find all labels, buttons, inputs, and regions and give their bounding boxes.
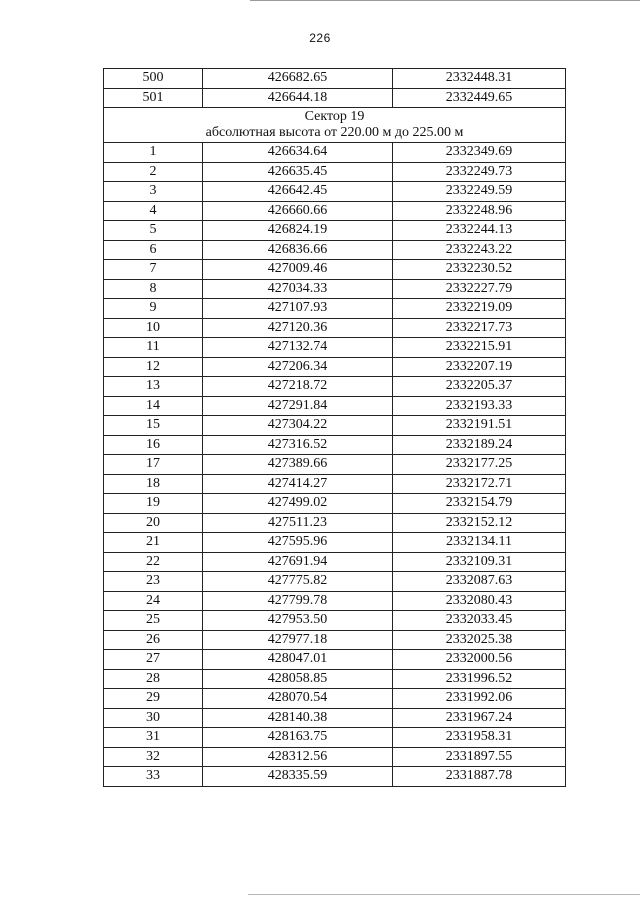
- point-number: 10: [104, 318, 203, 338]
- table-row: [104, 708, 566, 728]
- coordinates-table: [103, 68, 566, 787]
- x-coordinate: 427953.50: [203, 611, 393, 631]
- point-number: 29: [104, 689, 203, 709]
- y-coordinate: 2332207.19: [393, 357, 566, 377]
- y-coordinate: 2332205.37: [393, 377, 566, 397]
- y-coordinate: 2332191.51: [393, 416, 566, 436]
- table-row: [104, 455, 566, 475]
- point-number: 12: [104, 357, 203, 377]
- y-coordinate: 2332154.79: [393, 494, 566, 514]
- table-row: [104, 221, 566, 241]
- point-number: 17: [104, 455, 203, 475]
- point-number: 5: [104, 221, 203, 241]
- table-row: [104, 650, 566, 670]
- x-coordinate: 428312.56: [203, 747, 393, 767]
- point-number: 2: [104, 162, 203, 182]
- point-number: 32: [104, 747, 203, 767]
- table-row: [104, 318, 566, 338]
- table-row: [104, 357, 566, 377]
- y-coordinate: 2332033.45: [393, 611, 566, 631]
- y-coordinate: 2332219.09: [393, 299, 566, 319]
- y-coordinate: 2331958.31: [393, 728, 566, 748]
- point-number: 16: [104, 435, 203, 455]
- page-number: 226: [309, 31, 331, 45]
- y-coordinate: 2332248.96: [393, 201, 566, 221]
- x-coordinate: 427120.36: [203, 318, 393, 338]
- x-coordinate: 426836.66: [203, 240, 393, 260]
- y-coordinate: 2331887.78: [393, 767, 566, 787]
- scan-edge-bottom: [248, 894, 640, 895]
- point-number: 22: [104, 552, 203, 572]
- x-coordinate: 426634.64: [203, 143, 393, 163]
- x-coordinate: 427132.74: [203, 338, 393, 358]
- x-coordinate: 427499.02: [203, 494, 393, 514]
- x-coordinate: 426660.66: [203, 201, 393, 221]
- y-coordinate: 2331967.24: [393, 708, 566, 728]
- y-coordinate: 2332217.73: [393, 318, 566, 338]
- x-coordinate: 428163.75: [203, 728, 393, 748]
- y-coordinate: 2332448.31: [393, 69, 566, 89]
- y-coordinate: 2332230.52: [393, 260, 566, 280]
- point-number: 4: [104, 201, 203, 221]
- table-row: [104, 747, 566, 767]
- sector-header-row: [104, 108, 566, 143]
- table-row: [104, 377, 566, 397]
- table-row: [104, 513, 566, 533]
- x-coordinate: 428047.01: [203, 650, 393, 670]
- table-row: [104, 299, 566, 319]
- y-coordinate: 2332177.25: [393, 455, 566, 475]
- x-coordinate: 427218.72: [203, 377, 393, 397]
- point-number: 21: [104, 533, 203, 553]
- point-number: 500: [104, 69, 203, 89]
- point-number: 25: [104, 611, 203, 631]
- sector-header: [104, 108, 566, 143]
- x-coordinate: 428335.59: [203, 767, 393, 787]
- point-number: 13: [104, 377, 203, 397]
- table-row: [104, 162, 566, 182]
- y-coordinate: 2332449.65: [393, 88, 566, 108]
- point-number: 15: [104, 416, 203, 436]
- table-row: [104, 182, 566, 202]
- y-coordinate: 2332109.31: [393, 552, 566, 572]
- x-coordinate: 426642.45: [203, 182, 393, 202]
- point-number: 28: [104, 669, 203, 689]
- point-number: 501: [104, 88, 203, 108]
- point-number: 14: [104, 396, 203, 416]
- y-coordinate: 2332189.24: [393, 435, 566, 455]
- x-coordinate: 427977.18: [203, 630, 393, 650]
- x-coordinate: 427799.78: [203, 591, 393, 611]
- table-row: [104, 689, 566, 709]
- point-number: 8: [104, 279, 203, 299]
- table-row: [104, 143, 566, 163]
- table-row: [104, 201, 566, 221]
- point-number: 26: [104, 630, 203, 650]
- point-number: 7: [104, 260, 203, 280]
- table-row: [104, 494, 566, 514]
- y-coordinate: 2332193.33: [393, 396, 566, 416]
- y-coordinate: 2332080.43: [393, 591, 566, 611]
- table-row: [104, 728, 566, 748]
- y-coordinate: 2332249.73: [393, 162, 566, 182]
- y-coordinate: 2331897.55: [393, 747, 566, 767]
- y-coordinate: 2332025.38: [393, 630, 566, 650]
- y-coordinate: 2331992.06: [393, 689, 566, 709]
- x-coordinate: 427316.52: [203, 435, 393, 455]
- y-coordinate: 2332215.91: [393, 338, 566, 358]
- x-coordinate: 426635.45: [203, 162, 393, 182]
- point-number: 1: [104, 143, 203, 163]
- x-coordinate: 427206.34: [203, 357, 393, 377]
- x-coordinate: 428058.85: [203, 669, 393, 689]
- point-number: 9: [104, 299, 203, 319]
- point-number: 31: [104, 728, 203, 748]
- point-number: 11: [104, 338, 203, 358]
- scan-edge-top: [250, 0, 640, 1]
- table-row: [104, 572, 566, 592]
- y-coordinate: 2332349.69: [393, 143, 566, 163]
- table-row: [104, 552, 566, 572]
- table-row: [104, 611, 566, 631]
- table-row: [104, 396, 566, 416]
- x-coordinate: 427775.82: [203, 572, 393, 592]
- y-coordinate: 2332152.12: [393, 513, 566, 533]
- y-coordinate: 2332249.59: [393, 182, 566, 202]
- x-coordinate: 427595.96: [203, 533, 393, 553]
- y-coordinate: 2332087.63: [393, 572, 566, 592]
- x-coordinate: 427034.33: [203, 279, 393, 299]
- table-row: [104, 338, 566, 358]
- x-coordinate: 427414.27: [203, 474, 393, 494]
- point-number: 19: [104, 494, 203, 514]
- y-coordinate: 2332172.71: [393, 474, 566, 494]
- x-coordinate: 428070.54: [203, 689, 393, 709]
- table-row: [104, 435, 566, 455]
- x-coordinate: 428140.38: [203, 708, 393, 728]
- y-coordinate: 2332244.13: [393, 221, 566, 241]
- point-number: 23: [104, 572, 203, 592]
- table-row: [104, 630, 566, 650]
- sector-title: Сектор 19: [304, 109, 365, 124]
- point-number: 18: [104, 474, 203, 494]
- x-coordinate: 427009.46: [203, 260, 393, 280]
- x-coordinate: 427107.93: [203, 299, 393, 319]
- table-row: [104, 260, 566, 280]
- table-row: [104, 416, 566, 436]
- table-row: [104, 69, 566, 89]
- point-number: 20: [104, 513, 203, 533]
- table-row: [104, 669, 566, 689]
- table-row: [104, 279, 566, 299]
- x-coordinate: 427511.23: [203, 513, 393, 533]
- sector-subtitle: абсолютная высота от 220.00 м до 225.00 м: [205, 125, 464, 140]
- point-number: 27: [104, 650, 203, 670]
- y-coordinate: 2332134.11: [393, 533, 566, 553]
- point-number: 6: [104, 240, 203, 260]
- x-coordinate: 427304.22: [203, 416, 393, 436]
- table-row: [104, 767, 566, 787]
- table-row: [104, 591, 566, 611]
- y-coordinate: 2332243.22: [393, 240, 566, 260]
- x-coordinate: 427389.66: [203, 455, 393, 475]
- coordinates-table-body: [104, 69, 566, 787]
- x-coordinate: 426682.65: [203, 69, 393, 89]
- point-number: 24: [104, 591, 203, 611]
- point-number: 30: [104, 708, 203, 728]
- table-row: [104, 533, 566, 553]
- x-coordinate: 427291.84: [203, 396, 393, 416]
- x-coordinate: 426824.19: [203, 221, 393, 241]
- x-coordinate: 427691.94: [203, 552, 393, 572]
- x-coordinate: 426644.18: [203, 88, 393, 108]
- y-coordinate: 2332000.56: [393, 650, 566, 670]
- table-row: [104, 474, 566, 494]
- table-row: [104, 88, 566, 108]
- y-coordinate: 2332227.79: [393, 279, 566, 299]
- point-number: 3: [104, 182, 203, 202]
- point-number: 33: [104, 767, 203, 787]
- y-coordinate: 2331996.52: [393, 669, 566, 689]
- table-row: [104, 240, 566, 260]
